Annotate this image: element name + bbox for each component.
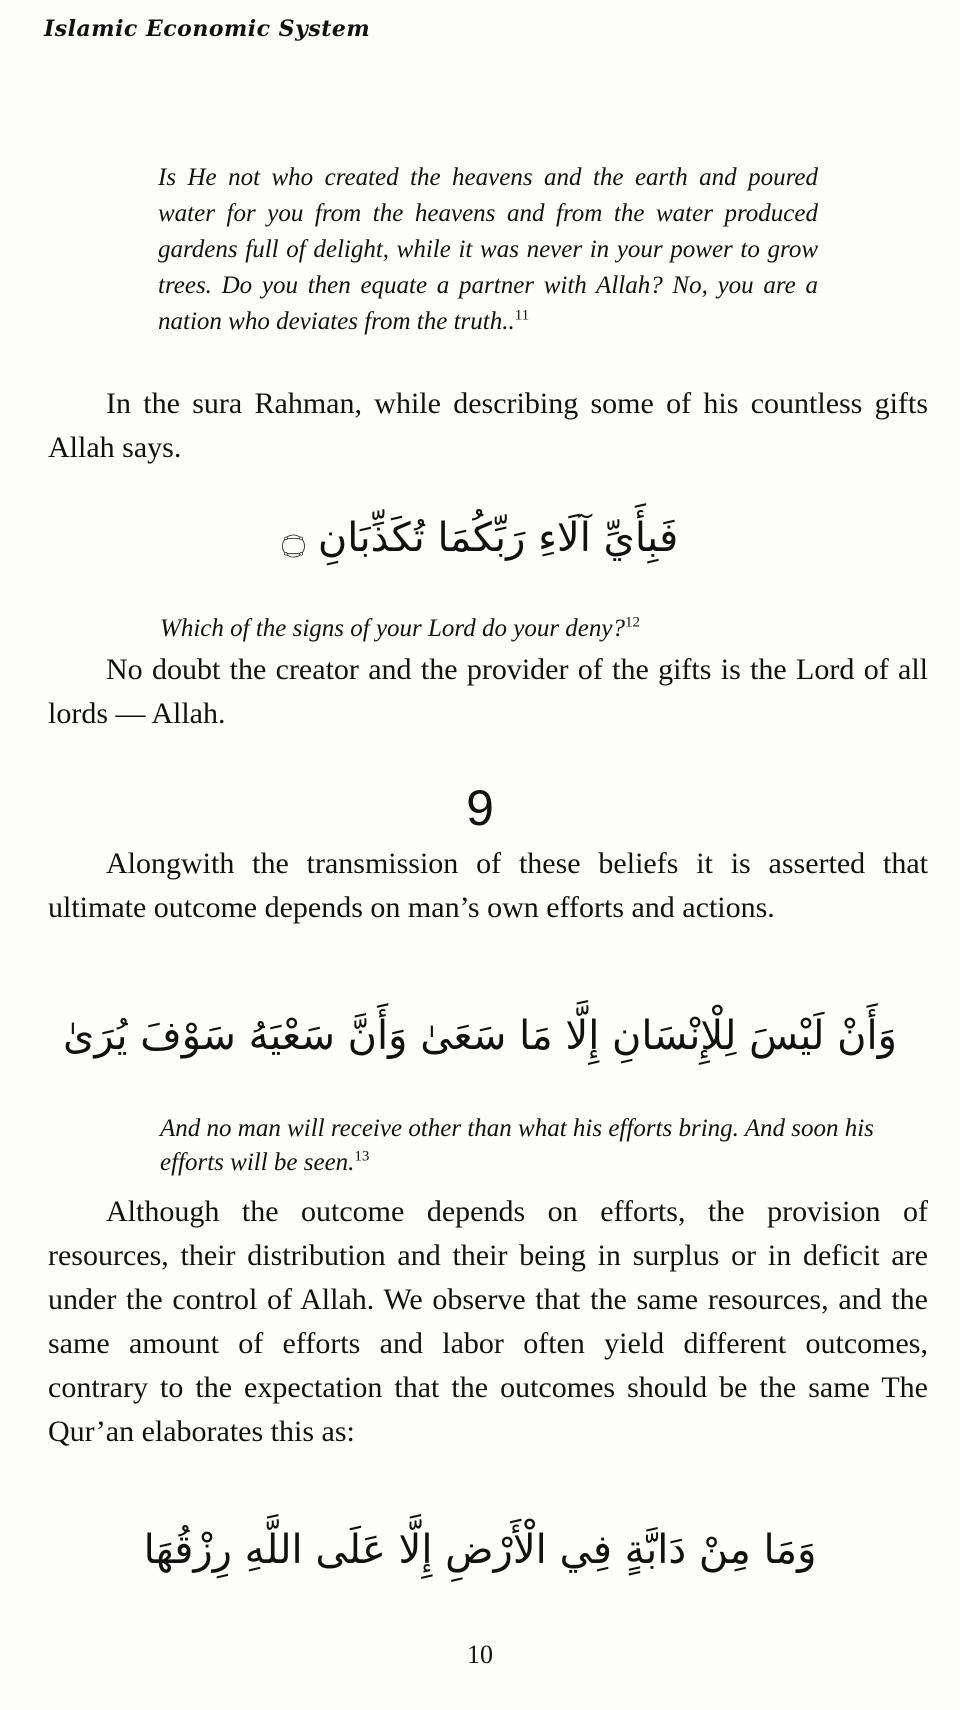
paragraph-creator: No doubt the creator and the provider of the gifts is the Lord of all lords — Allah.	[48, 653, 928, 730]
paragraph-sura-rahman: In the sura Rahman, while describing some of his countless gifts Allah says.	[48, 387, 928, 464]
section-number: 9	[466, 780, 494, 836]
arabic-verse-rahman: فَبِأَيِّ آلَاءِ رَبِّكُمَا تُكَذِّبَانِ ۝	[281, 515, 679, 561]
quote-text: Is He not who created the heavens and the earth and poured water for you from the heavens and from the water produced gardens full of delight, while it was never in your power to grow trees. Do you then equate a partner with Allah? No, you are a nation who deviates from the truth..	[158, 164, 818, 335]
footnote-marker: 12	[625, 614, 641, 631]
caption-text: Which of the signs of your Lord do your deny?	[160, 615, 626, 642]
verse-translation-caption	[160, 612, 880, 646]
arabic-verse-efforts: وَأَنْ لَيْسَ لِلْإِنْسَانِ إِلَّا مَا سَعَىٰ وَأَنَّ سَعْيَهُ سَوْفَ يُرَىٰ	[63, 1013, 897, 1059]
quran-translation-quote	[158, 160, 818, 340]
footnote-marker: 13	[354, 1148, 370, 1165]
paragraph-section-9: Alongwith the transmission of these beliefs it is asserted that ultimate outcome depends on man’s own efforts and actions.	[48, 847, 928, 924]
page-number: 10	[467, 1640, 493, 1669]
paragraph-outcome: Although the outcome depends on efforts, the provision of resources, their distribution and their being in surplus or in deficit are under the control of Allah. We observe that the same resources, and the same amount of efforts and labor often yield different outcomes, contrary to the expectation that the outcomes should be the same The Qur’an elaborates this as:	[48, 1195, 928, 1448]
running-header: Islamic Economic System	[44, 16, 371, 42]
caption-text: And no man will receive other than what his efforts bring. And soon his efforts will be seen.	[160, 1115, 874, 1176]
arabic-verse-provision: وَمَا مِنْ دَابَّةٍ فِي الْأَرْضِ إِلَّا عَلَى اللَّهِ رِزْقُهَا	[143, 1527, 817, 1573]
footnote-marker: 11	[514, 307, 530, 324]
verse-translation-caption	[160, 1112, 880, 1180]
